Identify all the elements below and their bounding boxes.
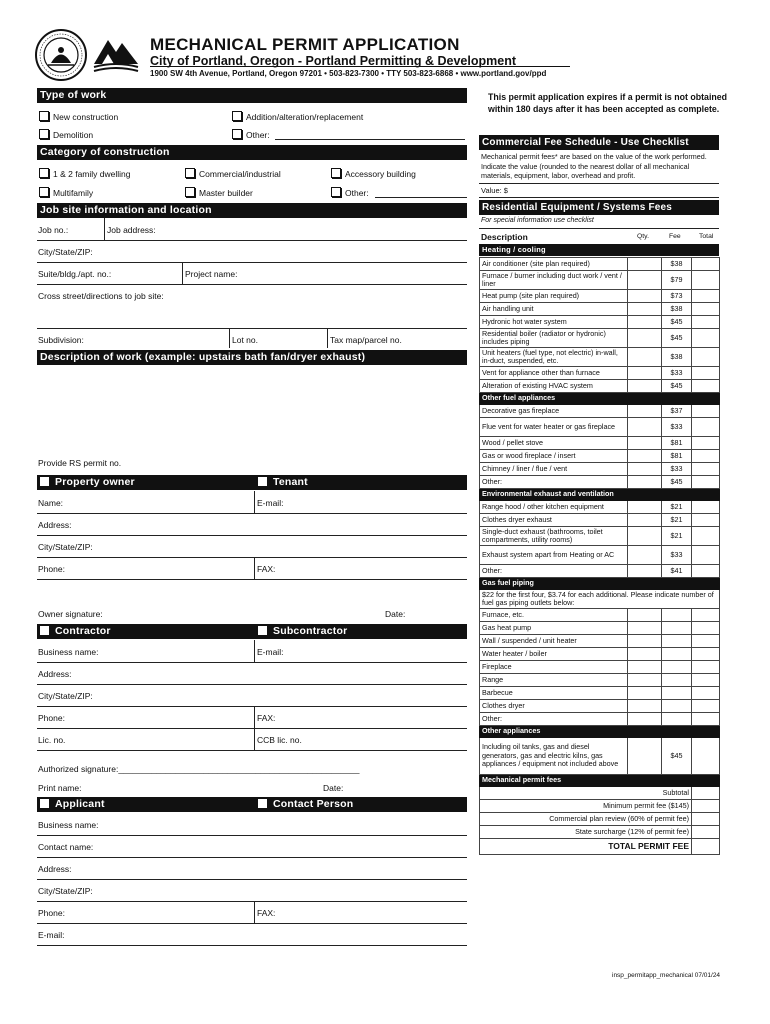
table-cell[interactable] xyxy=(628,348,662,367)
table-cell[interactable] xyxy=(628,303,662,316)
table-cell xyxy=(662,609,692,622)
table-cell: Furnace / burner including duct work / vent / liner xyxy=(480,271,628,290)
table-row xyxy=(480,565,720,578)
table-row xyxy=(480,290,720,303)
tax-map-field[interactable]: Tax map/parcel no. xyxy=(330,335,402,345)
property-owner-heading: Property owner Tenant xyxy=(37,475,467,490)
job-no-field[interactable]: Job no.: xyxy=(38,225,69,235)
table-cell: Air conditioner (site plan required) xyxy=(480,258,628,271)
table-cell: Alteration of existing HVAC system xyxy=(480,380,628,393)
checkbox-other-category[interactable]: Other: xyxy=(331,187,369,198)
table-cell: Range xyxy=(480,674,628,687)
contractor-heading: Contractor Subcontractor xyxy=(37,624,467,639)
table-cell: Exhaust system apart from Heating or AC xyxy=(480,546,628,565)
table-cell[interactable] xyxy=(628,463,662,476)
description-heading: Description of work (example: upstairs bath fan/dryer exhaust) xyxy=(37,350,467,365)
table-cell: TOTAL PERMIT FEE xyxy=(480,839,692,855)
checkbox-applicant[interactable] xyxy=(40,799,49,808)
table-cell xyxy=(662,635,692,648)
surcharge-row xyxy=(480,826,720,839)
commercial-fee-text: Mechanical permit fees* are based on the value of the work performed. Indicate the value (rounded to the nearest dollar of all mechanical materials, equipment, labor, overhead and profit. xyxy=(481,152,707,180)
contractor-city-field[interactable]: City/State/ZIP: xyxy=(38,691,93,701)
contractor-lic-field[interactable]: Lic. no. xyxy=(38,735,66,745)
suite-field[interactable]: Suite/bldg./apt. no.: xyxy=(38,269,112,279)
table-cell[interactable] xyxy=(692,367,720,380)
table-cell: Including oil tanks, gas and diesel generators, gas and electric kilns, gas appliances / equipment not included above xyxy=(480,738,628,775)
page-title: MECHANICAL PERMIT APPLICATION xyxy=(150,35,460,54)
table-cell: $21 xyxy=(662,501,692,514)
checkbox-master-builder[interactable]: Master builder xyxy=(185,187,253,198)
contractor-date-field[interactable]: Date: xyxy=(323,783,344,793)
other-appliances-section xyxy=(480,726,720,738)
applicant-email-field[interactable]: E-mail: xyxy=(38,930,65,940)
job-city-field[interactable]: City/State/ZIP: xyxy=(38,247,93,257)
table-cell[interactable] xyxy=(628,405,662,418)
table-cell[interactable] xyxy=(628,501,662,514)
description-textarea[interactable] xyxy=(37,366,467,452)
table-cell[interactable] xyxy=(692,713,720,726)
job-address-field[interactable]: Job address: xyxy=(107,225,156,235)
checkbox-multifamily[interactable]: Multifamily xyxy=(39,187,93,198)
value-field[interactable]: Value: $ xyxy=(481,186,508,195)
table-cell[interactable] xyxy=(628,674,662,687)
table-row xyxy=(480,687,720,700)
table-cell[interactable] xyxy=(628,635,662,648)
subtotal-row xyxy=(480,787,720,800)
table-cell[interactable] xyxy=(628,380,662,393)
table-cell[interactable] xyxy=(692,258,720,271)
table-cell[interactable] xyxy=(628,738,662,775)
owner-phone-field[interactable]: Phone: xyxy=(38,564,65,574)
owner-email-field[interactable]: E-mail: xyxy=(257,498,284,508)
table-row xyxy=(480,476,720,489)
table-cell: $45 xyxy=(662,738,692,775)
table-cell: $45 xyxy=(662,380,692,393)
table-row xyxy=(480,450,720,463)
table-cell[interactable] xyxy=(692,839,720,855)
table-cell[interactable] xyxy=(692,316,720,329)
table-cell[interactable] xyxy=(628,450,662,463)
table-row xyxy=(480,609,720,622)
table-cell xyxy=(662,622,692,635)
table-cell[interactable] xyxy=(628,367,662,380)
table-cell[interactable] xyxy=(692,609,720,622)
env-exhaust-section xyxy=(480,489,720,501)
table-cell[interactable] xyxy=(628,622,662,635)
table-cell[interactable] xyxy=(692,271,720,290)
table-cell[interactable] xyxy=(692,674,720,687)
city-seal-logo xyxy=(34,28,88,82)
table-cell[interactable] xyxy=(692,348,720,367)
col-total: Total xyxy=(699,233,714,240)
table-cell: $38 xyxy=(662,303,692,316)
table-cell: Hydronic hot water system xyxy=(480,316,628,329)
table-cell[interactable] xyxy=(628,258,662,271)
owner-fax-field[interactable]: FAX: xyxy=(257,564,276,574)
total-fee-row xyxy=(480,839,720,855)
table-cell: Barbecue xyxy=(480,687,628,700)
table-cell: Other fuel appliances xyxy=(480,393,720,405)
applicant-phone-field[interactable]: Phone: xyxy=(38,908,65,918)
table-cell[interactable] xyxy=(692,648,720,661)
table-cell[interactable] xyxy=(692,303,720,316)
table-cell: Flue vent for water heater or gas fireplace xyxy=(480,418,628,437)
table-cell: $41 xyxy=(662,565,692,578)
table-cell: Gas fuel piping xyxy=(480,578,720,590)
job-site-heading: Job site information and location xyxy=(37,203,467,218)
table-cell: Other: xyxy=(480,713,628,726)
lot-no-field[interactable]: Lot no. xyxy=(232,335,258,345)
table-cell: Wall / suspended / unit heater xyxy=(480,635,628,648)
table-cell: $33 xyxy=(662,463,692,476)
table-cell: $33 xyxy=(662,546,692,565)
table-cell: $79 xyxy=(662,271,692,290)
table-cell[interactable] xyxy=(692,514,720,527)
table-cell: Residential boiler (radiator or hydronic) includes piping xyxy=(480,329,628,348)
table-row xyxy=(480,463,720,476)
table-cell[interactable] xyxy=(692,826,720,839)
contractor-business-field[interactable]: Business name: xyxy=(38,647,99,657)
table-cell[interactable] xyxy=(628,514,662,527)
table-row xyxy=(480,635,720,648)
table-cell xyxy=(662,648,692,661)
table-cell xyxy=(662,661,692,674)
subdivision-field[interactable]: Subdivision: xyxy=(38,335,84,345)
table-cell: Other appliances xyxy=(480,726,720,738)
table-cell[interactable] xyxy=(692,476,720,489)
table-row xyxy=(480,437,720,450)
checkbox-commercial[interactable]: Commercial/industrial xyxy=(185,168,281,179)
table-cell[interactable] xyxy=(628,700,662,713)
table-cell: Gas heat pump xyxy=(480,622,628,635)
plan-review-row xyxy=(480,813,720,826)
table-row xyxy=(480,674,720,687)
table-row xyxy=(480,527,720,546)
table-cell[interactable] xyxy=(628,565,662,578)
checkbox-subcontractor[interactable] xyxy=(258,626,267,635)
table-cell[interactable] xyxy=(692,527,720,546)
applicant-business-field[interactable]: Business name: xyxy=(38,820,99,830)
table-row xyxy=(480,258,720,271)
table-cell[interactable] xyxy=(628,418,662,437)
table-cell: $45 xyxy=(662,329,692,348)
table-row xyxy=(480,405,720,418)
table-cell[interactable] xyxy=(628,271,662,290)
table-cell: Mechanical permit fees xyxy=(480,775,720,787)
table-cell[interactable] xyxy=(628,687,662,700)
table-cell: State surcharge (12% of permit fee) xyxy=(480,826,692,839)
table-cell xyxy=(662,687,692,700)
table-cell[interactable] xyxy=(628,713,662,726)
checkbox-other-work[interactable]: Other: xyxy=(232,129,270,140)
applicant-heading: Applicant Contact Person xyxy=(37,797,467,812)
table-cell: $21 xyxy=(662,514,692,527)
table-cell: $45 xyxy=(662,316,692,329)
table-cell[interactable] xyxy=(692,687,720,700)
table-cell: Gas or wood fireplace / insert xyxy=(480,450,628,463)
heating-cooling-section: Heating / cooling xyxy=(479,244,719,256)
table-cell: Clothes dryer exhaust xyxy=(480,514,628,527)
checkbox-demolition[interactable]: Demolition xyxy=(39,129,93,140)
table-cell: Other: xyxy=(480,476,628,489)
table-row xyxy=(480,303,720,316)
table-cell[interactable] xyxy=(692,546,720,565)
table-cell: Unit heaters (fuel type, not electric) in-wall, in-duct, suspended, etc. xyxy=(480,348,628,367)
table-cell: Environmental exhaust and ventilation xyxy=(480,489,720,501)
table-cell: Decorative gas fireplace xyxy=(480,405,628,418)
checkbox-contractor[interactable] xyxy=(40,626,49,635)
table-cell[interactable] xyxy=(692,418,720,437)
table-cell[interactable] xyxy=(692,661,720,674)
contractor-address-field[interactable]: Address: xyxy=(38,669,72,679)
table-row xyxy=(480,329,720,348)
table-cell[interactable] xyxy=(628,476,662,489)
table-cell: Chimney / liner / flue / vent xyxy=(480,463,628,476)
table-cell[interactable] xyxy=(692,813,720,826)
table-row xyxy=(480,590,720,609)
table-row xyxy=(480,546,720,565)
mech-fees-section xyxy=(480,775,720,787)
table-cell: Vent for appliance other than furnace xyxy=(480,367,628,380)
table-cell[interactable] xyxy=(692,290,720,303)
contractor-email-field[interactable]: E-mail: xyxy=(257,647,284,657)
table-cell[interactable] xyxy=(692,738,720,775)
table-row xyxy=(480,514,720,527)
contractor-phone-field[interactable]: Phone: xyxy=(38,713,65,723)
table-cell[interactable] xyxy=(692,405,720,418)
table-cell: Commercial plan review (60% of permit fee) xyxy=(480,813,692,826)
table-cell[interactable] xyxy=(628,290,662,303)
table-row xyxy=(480,661,720,674)
table-cell: $33 xyxy=(662,367,692,380)
table-cell[interactable] xyxy=(692,463,720,476)
table-cell[interactable] xyxy=(628,527,662,546)
applicant-address-field[interactable]: Address: xyxy=(38,864,72,874)
table-row xyxy=(480,622,720,635)
table-cell[interactable] xyxy=(692,800,720,813)
table-row xyxy=(480,738,720,775)
table-cell: $73 xyxy=(662,290,692,303)
category-heading: Category of construction xyxy=(37,145,467,160)
table-cell: Air handling unit xyxy=(480,303,628,316)
applicant-fax-field[interactable]: FAX: xyxy=(257,908,276,918)
table-cell: $38 xyxy=(662,348,692,367)
table-cell: $38 xyxy=(662,258,692,271)
commercial-fee-heading: Commercial Fee Schedule - Use Checklist xyxy=(479,135,719,150)
project-name-field[interactable]: Project name: xyxy=(185,269,238,279)
table-cell[interactable] xyxy=(692,635,720,648)
col-qty: Qty. xyxy=(637,233,649,240)
cross-street-field[interactable]: Cross street/directions to job site: xyxy=(38,291,164,301)
gas-piping-section xyxy=(480,578,720,590)
table-cell[interactable] xyxy=(628,437,662,450)
table-cell[interactable] xyxy=(692,787,720,800)
contractor-ccb-field[interactable]: CCB lic. no. xyxy=(257,735,302,745)
table-cell: $81 xyxy=(662,437,692,450)
table-cell[interactable] xyxy=(692,437,720,450)
table-row xyxy=(480,418,720,437)
table-row xyxy=(480,271,720,290)
table-cell[interactable] xyxy=(692,700,720,713)
table-cell: $33 xyxy=(662,418,692,437)
minimum-fee-row xyxy=(480,800,720,813)
checkbox-tenant[interactable] xyxy=(258,477,267,486)
table-cell[interactable] xyxy=(692,622,720,635)
table-cell xyxy=(662,700,692,713)
table-cell[interactable] xyxy=(692,501,720,514)
table-row xyxy=(480,713,720,726)
table-cell: $37 xyxy=(662,405,692,418)
table-cell[interactable] xyxy=(628,546,662,565)
special-info-note: For special information use checklist xyxy=(481,217,594,224)
form-id-footer: insp_permitapp_mechanical 07/01/24 xyxy=(612,972,721,979)
checkbox-family-dwelling[interactable]: 1 & 2 family dwelling xyxy=(39,168,130,179)
table-cell[interactable] xyxy=(692,329,720,348)
table-cell: Wood / pellet stove xyxy=(480,437,628,450)
rs-permit-field[interactable]: Provide RS permit no. xyxy=(38,458,122,468)
applicant-contact-field[interactable]: Contact name: xyxy=(38,842,94,852)
contractor-fax-field[interactable]: FAX: xyxy=(257,713,276,723)
print-name-field[interactable]: Print name: xyxy=(38,783,82,793)
checkbox-new-construction[interactable]: New construction xyxy=(39,111,118,122)
table-cell: Other: xyxy=(480,565,628,578)
owner-address-field[interactable]: Address: xyxy=(38,520,72,530)
table-cell: $22 for the first four, $3.74 for each additional. Please indicate number of fuel gas piping outlets below: xyxy=(480,590,720,609)
fee-table xyxy=(479,257,720,855)
table-cell: Fireplace xyxy=(480,661,628,674)
table-cell: Furnace, etc. xyxy=(480,609,628,622)
table-cell[interactable] xyxy=(628,329,662,348)
checkbox-accessory[interactable]: Accessory building xyxy=(331,168,416,179)
table-cell[interactable] xyxy=(692,380,720,393)
table-cell: Range hood / other kitchen equipment xyxy=(480,501,628,514)
owner-signature-field[interactable]: Owner signature: xyxy=(38,609,103,619)
owner-date-field[interactable]: Date: xyxy=(385,609,406,619)
owner-city-field[interactable]: City/State/ZIP: xyxy=(38,542,93,552)
table-cell: Heat pump (site plan required) xyxy=(480,290,628,303)
checkbox-property-owner[interactable] xyxy=(40,477,49,486)
table-row xyxy=(480,648,720,661)
table-cell[interactable] xyxy=(628,316,662,329)
type-of-work-heading: Type of work xyxy=(37,88,467,103)
table-cell xyxy=(662,713,692,726)
checkbox-contact-person[interactable] xyxy=(258,799,267,808)
expiration-notice: This permit application expires if a permit is not obtained within 180 days after it has been accepted as complete. xyxy=(488,92,728,114)
table-cell: Minimum permit fee ($145) xyxy=(480,800,692,813)
table-cell[interactable] xyxy=(628,609,662,622)
checkbox-addition[interactable]: Addition/alteration/replacement xyxy=(232,111,363,122)
table-cell: Single-duct exhaust (bathrooms, toilet compartments, utility rooms) xyxy=(480,527,628,546)
table-cell[interactable] xyxy=(692,450,720,463)
table-cell[interactable] xyxy=(628,648,662,661)
table-cell xyxy=(662,674,692,687)
other-fuel-section xyxy=(480,393,720,405)
table-cell[interactable] xyxy=(628,661,662,674)
table-row xyxy=(480,700,720,713)
table-row xyxy=(480,501,720,514)
table-row xyxy=(480,367,720,380)
table-cell: Clothes dryer xyxy=(480,700,628,713)
table-cell: $21 xyxy=(662,527,692,546)
page-subtitle: City of Portland, Oregon - Portland Permitting & Development xyxy=(150,54,516,68)
col-description: Description xyxy=(481,232,528,242)
table-row xyxy=(480,316,720,329)
table-cell: Subtotal xyxy=(480,787,692,800)
ppd-mountain-logo xyxy=(92,34,140,74)
agency-address: 1900 SW 4th Avenue, Portland, Oregon 97201 • 503-823-7300 • TTY 503-823-6868 • www.portland.gov/ppd xyxy=(150,69,547,78)
col-fee: Fee xyxy=(669,233,681,240)
table-cell: Water heater / boiler xyxy=(480,648,628,661)
residential-fee-heading: Residential Equipment / Systems Fees xyxy=(479,200,719,215)
owner-name-field[interactable]: Name: xyxy=(38,498,64,508)
applicant-city-field[interactable]: City/State/ZIP: xyxy=(38,886,93,896)
authorized-signature-field[interactable]: Authorized signature:___________________________________________________ xyxy=(38,764,360,774)
table-row xyxy=(480,380,720,393)
table-cell: $45 xyxy=(662,476,692,489)
table-cell[interactable] xyxy=(692,565,720,578)
table-cell: $81 xyxy=(662,450,692,463)
table-row xyxy=(480,348,720,367)
